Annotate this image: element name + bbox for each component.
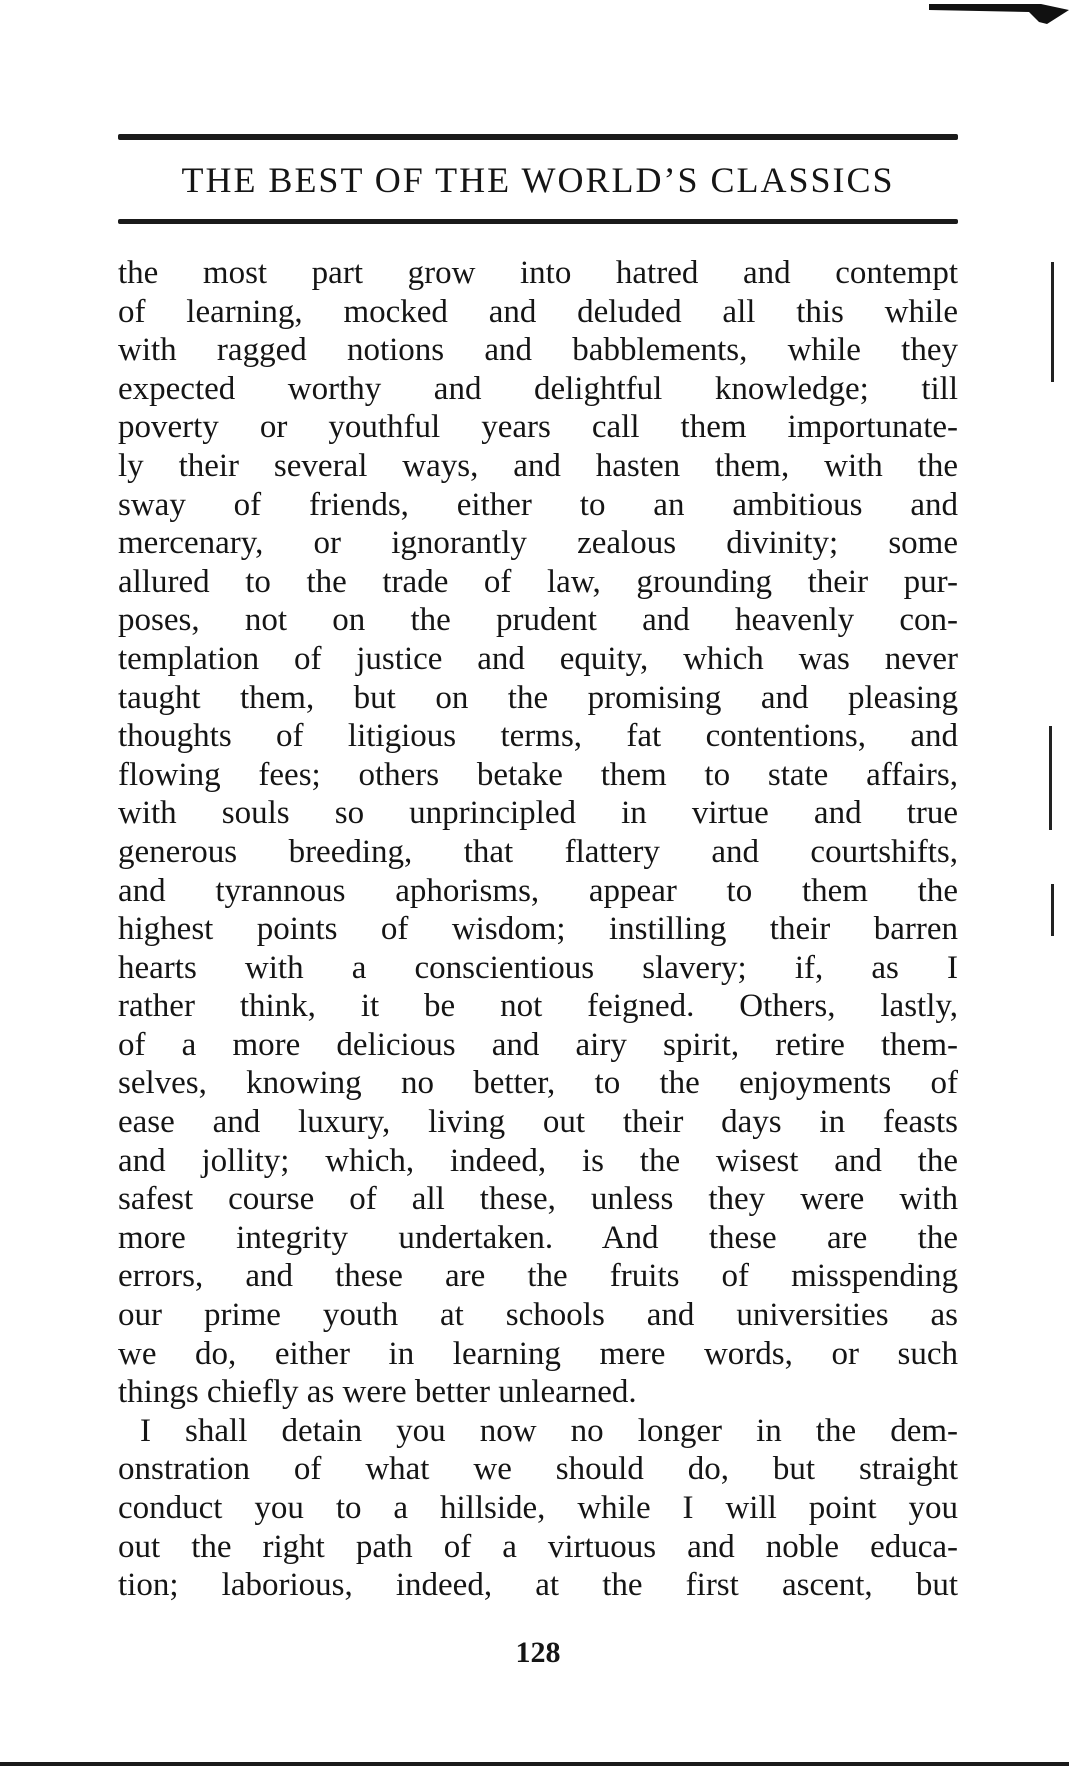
text-line: templation of justice and equity, which was never bbox=[118, 640, 958, 677]
page-corner-mark bbox=[929, 0, 1069, 26]
text-line: poses, not on the prudent and heavenly con- bbox=[118, 602, 958, 639]
text-line: things chiefly as were better unlearned. bbox=[118, 1374, 637, 1411]
page-number: 128 bbox=[515, 1636, 561, 1669]
text-line: we do, either in learning mere words, or such bbox=[118, 1335, 958, 1372]
text-line: onstration of what we should do, but straight bbox=[118, 1451, 958, 1488]
text-line: with ragged notions and babblements, while they bbox=[118, 332, 958, 369]
text-line: errors, and these are the fruits of misspending bbox=[118, 1258, 958, 1295]
text-line: thoughts of litigious terms, fat contentions, and bbox=[118, 718, 958, 755]
text-line: out the right path of a virtuous and noble educa- bbox=[118, 1528, 958, 1565]
text-line: flowing fees; others betake them to state affairs, bbox=[118, 756, 958, 793]
page-bottom-edge bbox=[0, 1762, 1069, 1766]
text-line: I shall detain you now no longer in the dem- bbox=[140, 1412, 958, 1449]
text-line: ease and luxury, living out their days in feasts bbox=[118, 1104, 958, 1141]
text-line: more integrity undertaken. And these are the bbox=[118, 1219, 958, 1256]
text-line: hearts with a conscientious slavery; if, as I bbox=[118, 949, 958, 986]
paragraph-1 bbox=[118, 254, 958, 1412]
text-line: expected worthy and delightful knowledge; till bbox=[118, 370, 958, 407]
text-line: generous breeding, that flattery and courtshifts, bbox=[118, 833, 958, 870]
text-line: rather think, it be not feigned. Others, lastly, bbox=[118, 988, 958, 1025]
text-line: tion; laborious, indeed, at the first ascent, but bbox=[118, 1567, 958, 1604]
scan-margin-mark bbox=[1051, 262, 1054, 382]
text-line: poverty or youthful years call them importunate- bbox=[118, 409, 958, 446]
paragraph-2 bbox=[118, 1412, 958, 1605]
text-line: our prime youth at schools and universities as bbox=[118, 1297, 958, 1334]
text-line: mercenary, or ignorantly zealous divinity; some bbox=[118, 525, 958, 562]
text-line: taught them, but on the promising and pleasing bbox=[118, 679, 958, 716]
text-line: the most part grow into hatred and contempt bbox=[118, 255, 958, 291]
text-line: and jollity; which, indeed, is the wisest and the bbox=[118, 1142, 958, 1179]
text-line: with souls so unprincipled in virtue and true bbox=[118, 795, 958, 832]
text-line: selves, knowing no better, to the enjoyments of bbox=[118, 1065, 958, 1102]
scan-margin-mark bbox=[1051, 884, 1054, 936]
header-rule-bottom bbox=[118, 219, 958, 224]
body-text bbox=[118, 254, 958, 1605]
text-line: highest points of wisdom; instilling their barren bbox=[118, 911, 958, 948]
header-rule-top bbox=[118, 134, 958, 140]
text-line: ly their several ways, and hasten them, with the bbox=[118, 447, 958, 484]
scan-margin-mark bbox=[1049, 726, 1052, 830]
text-line: of learning, mocked and deluded all this while bbox=[118, 293, 958, 330]
text-line: and tyrannous aphorisms, appear to them the bbox=[118, 872, 958, 909]
text-line: conduct you to a hillside, while I will point you bbox=[118, 1490, 958, 1526]
text-line: safest course of all these, unless they were with bbox=[118, 1181, 958, 1218]
text-line: sway of friends, either to an ambitious and bbox=[118, 486, 958, 523]
text-line: of a more delicious and airy spirit, retire them- bbox=[118, 1026, 958, 1063]
text-line: allured to the trade of law, grounding their pur- bbox=[118, 563, 958, 600]
running-title: THE BEST OF THE WORLD’S CLASSICS bbox=[181, 160, 895, 200]
